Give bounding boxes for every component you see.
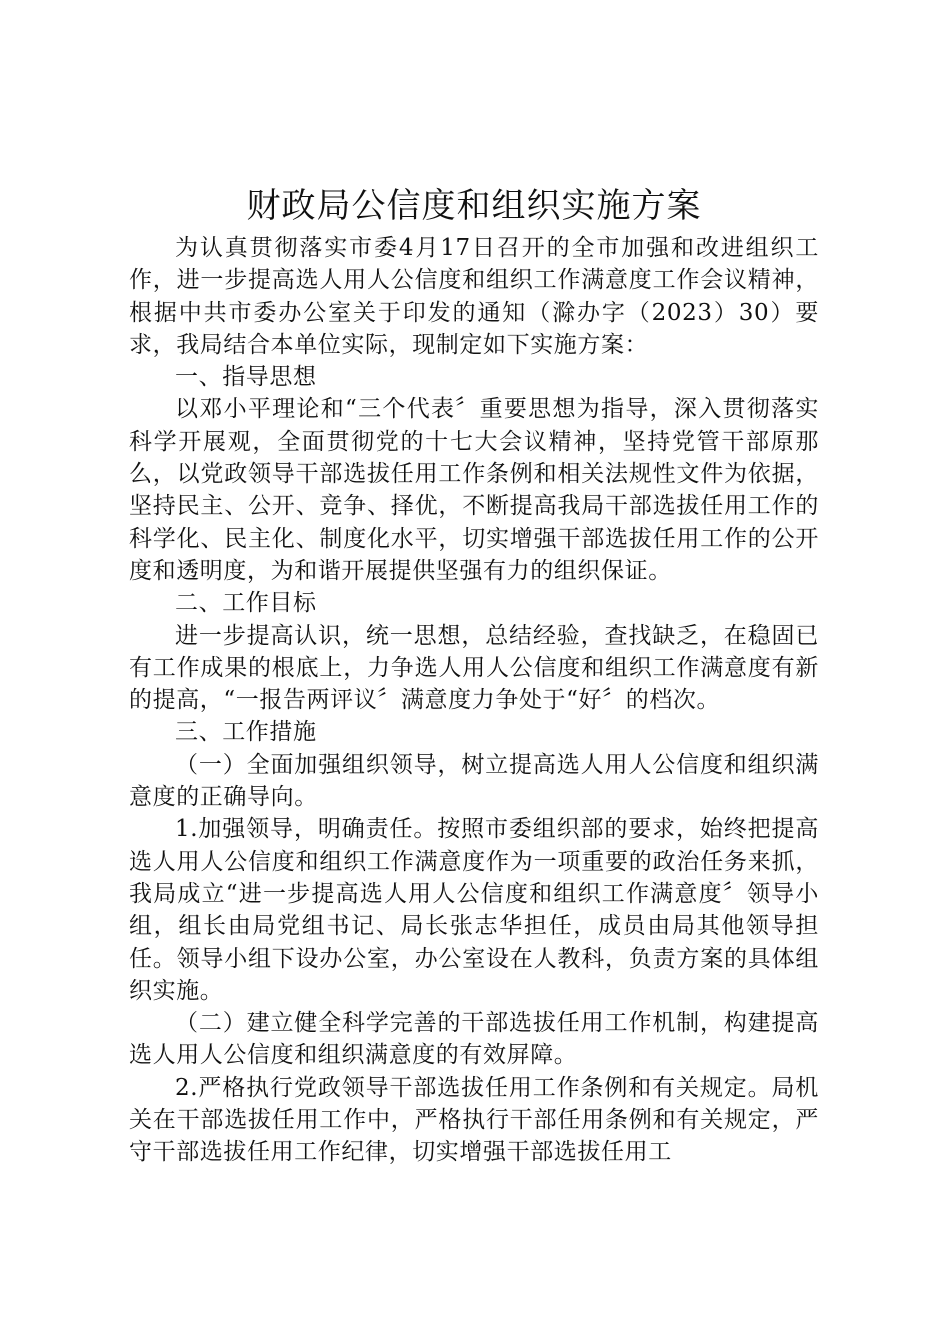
measure-2-item-2: 2.严格执行党政领导干部选拔任用工作条例和有关规定。局机关在干部选拔任用工作中，严格执行干部任用条例和有关规定，严守干部选拔任用工作纪律，切实增强干部选拔任用工 [129, 1074, 819, 1166]
section-heading-guiding-thought: 一、指导思想 [175, 364, 317, 391]
measure-1-item-1: 1.加强领导，明确责任。按照市委组织部的要求，始终把提高选人用人公信度和组织工作满意度作为一项重要的政治任务来抓，我局成立“进一步提高选人用人公信度和组织工作满意度〞领导小组，组长由局党组书记、局长张志华担任，成员由局其他领导担任。领导小组下设办公室，办公室设在人教科，负责方案的具体组织实施。 [129, 816, 819, 1004]
work-goals-paragraph: 进一步提高认识，统一思想，总结经验，查找缺乏，在稳固已有工作成果的根底上，力争选人用人公信度和组织工作满意度有新的提高，“一报告两评议〞满意度力争处于“好〞的档次。 [129, 622, 819, 714]
document-title: 财政局公信度和组织实施方案 [246, 186, 702, 226]
intro-paragraph: 为认真贯彻落实市委4月17日召开的全市加强和改进组织工作，进一步提高选人用人公信度和组织工作满意度工作会议精神，根据中共市委办公室关于印发的通知（滁办字（2023）30）要求，我局结合本单位实际，现制定如下实施方案： [129, 235, 819, 358]
measure-2-heading: （二）建立健全科学完善的干部选拔任用工作机制，构建提高选人用人公信度和组织满意度的有效屏障。 [129, 1010, 819, 1069]
document-page [129, 180, 819, 1169]
measure-1-heading: （一）全面加强组织领导，树立提高选人用人公信度和组织满意度的正确导向。 [129, 751, 819, 811]
guiding-thought-paragraph: 以邓小平理论和“三个代表〞重要思想为指导，深入贯彻落实科学开展观，全面贯彻党的十七大会议精神，坚持党管干部原那么，以党政领导干部选拔任用工作条例和相关法规性文件为依据，坚持民主、公开、竞争、择优，不断提高我局干部选拔任用工作的科学化、民主化、制度化水平，切实增强干部选拔任用工作的公开度和透明度，为和谐开展提供坚强有力的组织保证。 [129, 396, 819, 584]
section-heading-work-measures: 三、工作措施 [175, 719, 317, 746]
section-heading-work-goals: 二、工作目标 [175, 590, 317, 617]
